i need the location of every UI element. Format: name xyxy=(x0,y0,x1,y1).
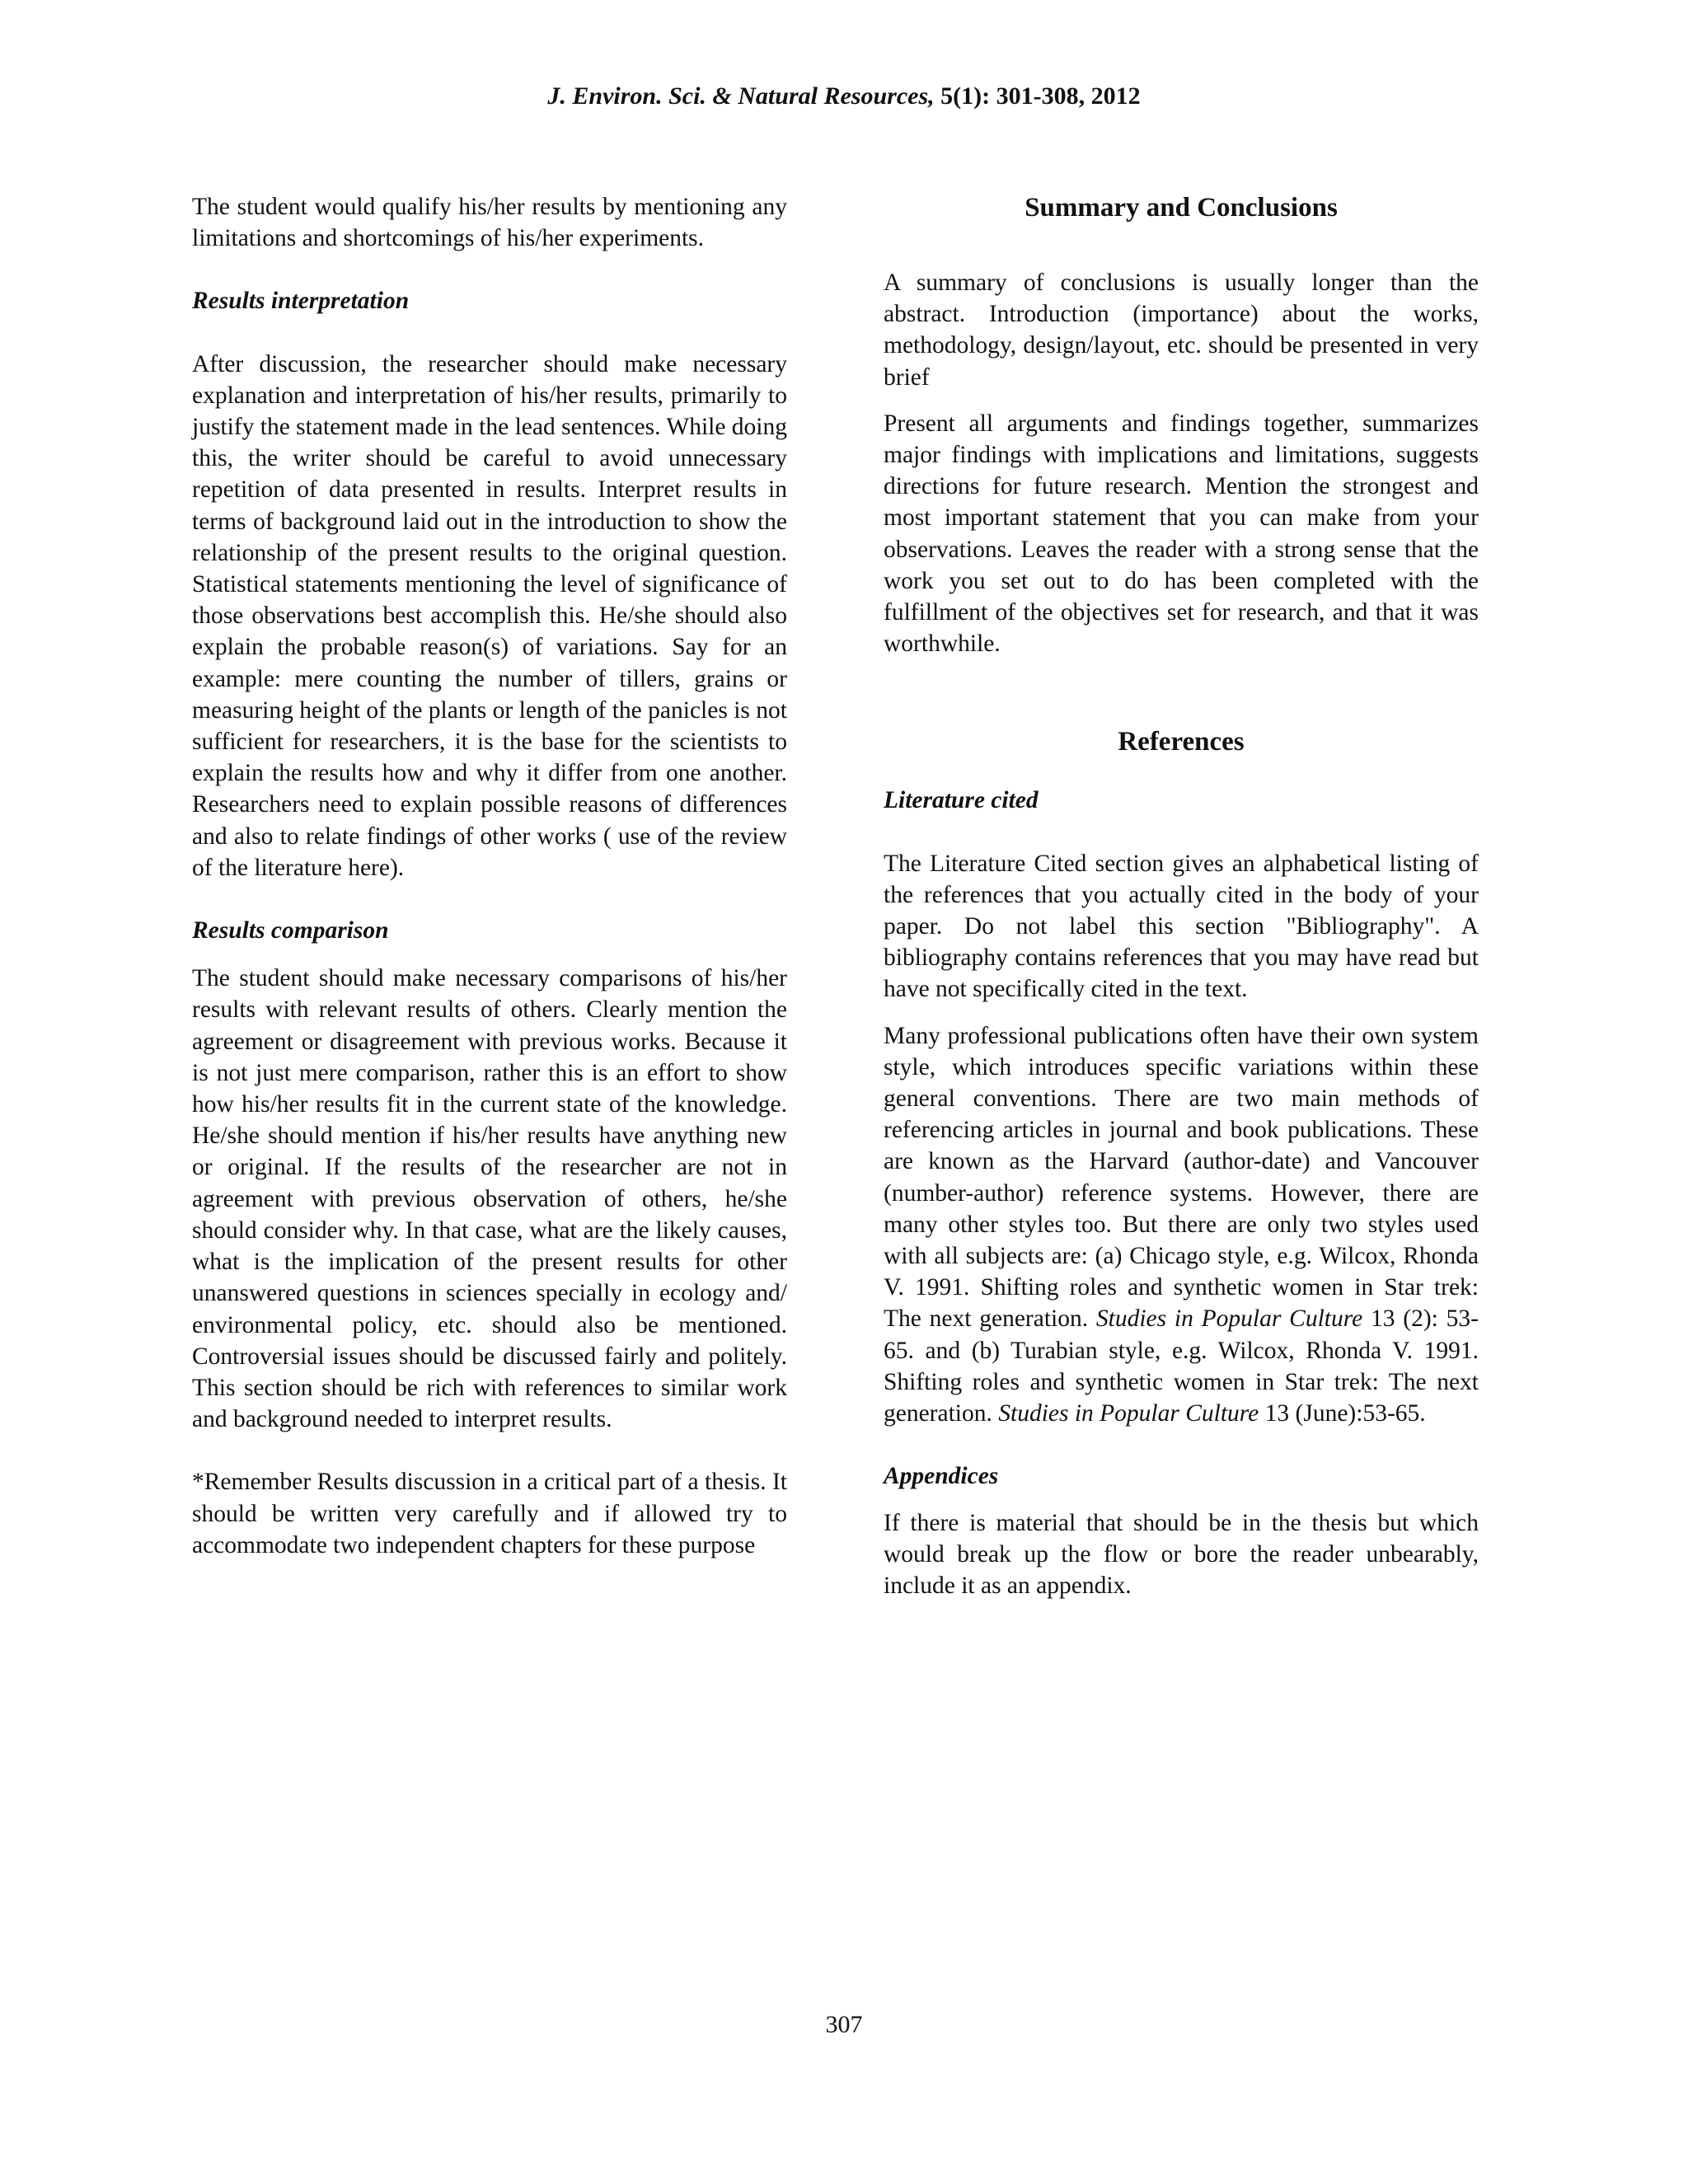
references-heading: References xyxy=(1118,727,1245,757)
left-column xyxy=(192,191,787,1561)
limitations-paragraph: The student would qualify his/her results by mentioning any limitations and shortcomings of his/her experiments. xyxy=(192,194,787,252)
literature-cited-heading: Literature cited xyxy=(884,787,1039,814)
summary-conclusions-heading: Summary and Conclusions xyxy=(1025,193,1338,223)
summary-paragraph-2: Present all arguments and findings together, summarizes major findings with implications and limitations, suggests directions for future research. Mention the strongest and most important statement that you can make from your observations. Leaves the reader with a strong sense that the work you set out to do has been completed with the fulfillment of the objectives set for research, and that it was worthwhile. xyxy=(884,410,1479,658)
journal-title-italic-1: Studies in Popular Culture xyxy=(1095,1305,1363,1333)
appendices-heading: Appendices xyxy=(884,1463,999,1490)
summary-paragraph-1: A summary of conclusions is usually longer than the abstract. Introduction (importance) about the works, methodology, design/layout, etc. should be presented in very brief xyxy=(884,269,1479,391)
reference-styles-text-a: Many professional publications often have their own system style, which introduces specific variations within these general conventions. There are two main methods of referencing articles in journal and book publications. These are known as the Harvard (author-date) and Vancouver (number-author) reference systems. However, there are many other styles too. But there are only two styles used with all subjects are: (a) Chicago style, e.g. Wilcox, Rhonda V. 1991. Shifting roles and synthetic women in Star trek: The next generation. xyxy=(884,1022,1479,1333)
journal-volume: 5(1): 301-308, 2012 xyxy=(934,82,1141,110)
right-column xyxy=(884,191,1479,1601)
journal-title-italic-2: Studies in Popular Culture xyxy=(998,1400,1259,1427)
literature-cited-paragraph-2 xyxy=(884,1020,1479,1430)
remember-note-paragraph: *Remember Results discussion in a critical part of a thesis. It should be written very carefully and if allowed try to accommodate two independent chapters for these purpose xyxy=(192,1469,787,1558)
reference-styles-text-c: 13 (2): 53-65. and (b) Turabian style, e.g. Wilcox, Rhonda V. 1991. Shifting roles and synthetic women in Star trek: The next generation. xyxy=(884,1305,1479,1427)
results-comparison-paragraph: The student should make necessary comparisons of his/her results with relevant results of others. Clearly mention the agreement or disagreement with previous works. Because it is not just mere comparison, rather this is an effort to show how his/her results fit in the current state of the knowledge. He/she should mention if his/her results have anything new or original. If the results of the researcher are not in agreement with previous observation of others, he/she should consider why. In that case, what are the likely causes, what is the implication of the present results for other unanswered questions in sciences specially in ecology and/ environmental policy, etc. should also be mentioned. Controversial issues should be discussed fairly and politely. This section should be rich with references to similar work and background needed to interpret results. xyxy=(192,965,787,1433)
running-header xyxy=(0,82,1688,110)
appendices-paragraph: If there is material that should be in the thesis but which would break up the flow or bore the reader unbearably, include it as an appendix. xyxy=(884,1509,1479,1599)
results-comparison-heading: Results comparison xyxy=(192,917,389,944)
journal-name: J. Environ. Sci. & Natural Resources, xyxy=(547,82,935,110)
reference-styles-text-e: 13 (June):53-65. xyxy=(1259,1400,1426,1427)
results-interpretation-heading: Results interpretation xyxy=(192,288,410,315)
page-number: 307 xyxy=(825,2011,863,2038)
results-interpretation-paragraph: After discussion, the researcher should make necessary explanation and interpretation of his/her results, primarily to justify the statement made in the lead sentences. While doing this, the writer should be careful to avoid unnecessary repetition of data presented in results. Interpret results in terms of background laid out in the introduction to show the relationship of the present results to the original question. Statistical statements mentioning the level of significance of those observations best accomplish this. He/she should also explain the probable reason(s) of variations. Say for an example: mere counting the number of tillers, grains or measuring height of the plants or length of the panicles is not sufficient for researchers, it is the base for the scientists to explain the results how and why it differ from one another. Researchers need to explain possible reasons of differences and also to relate findings of other works ( use of the review of the literature here). xyxy=(192,350,788,881)
literature-cited-paragraph-1: The Literature Cited section gives an alphabetical listing of the references that you actually cited in the body of your paper. Do not label this section "Bibliography". A bibliography contains references that you may have read but have not specifically cited in the text. xyxy=(884,850,1479,1003)
